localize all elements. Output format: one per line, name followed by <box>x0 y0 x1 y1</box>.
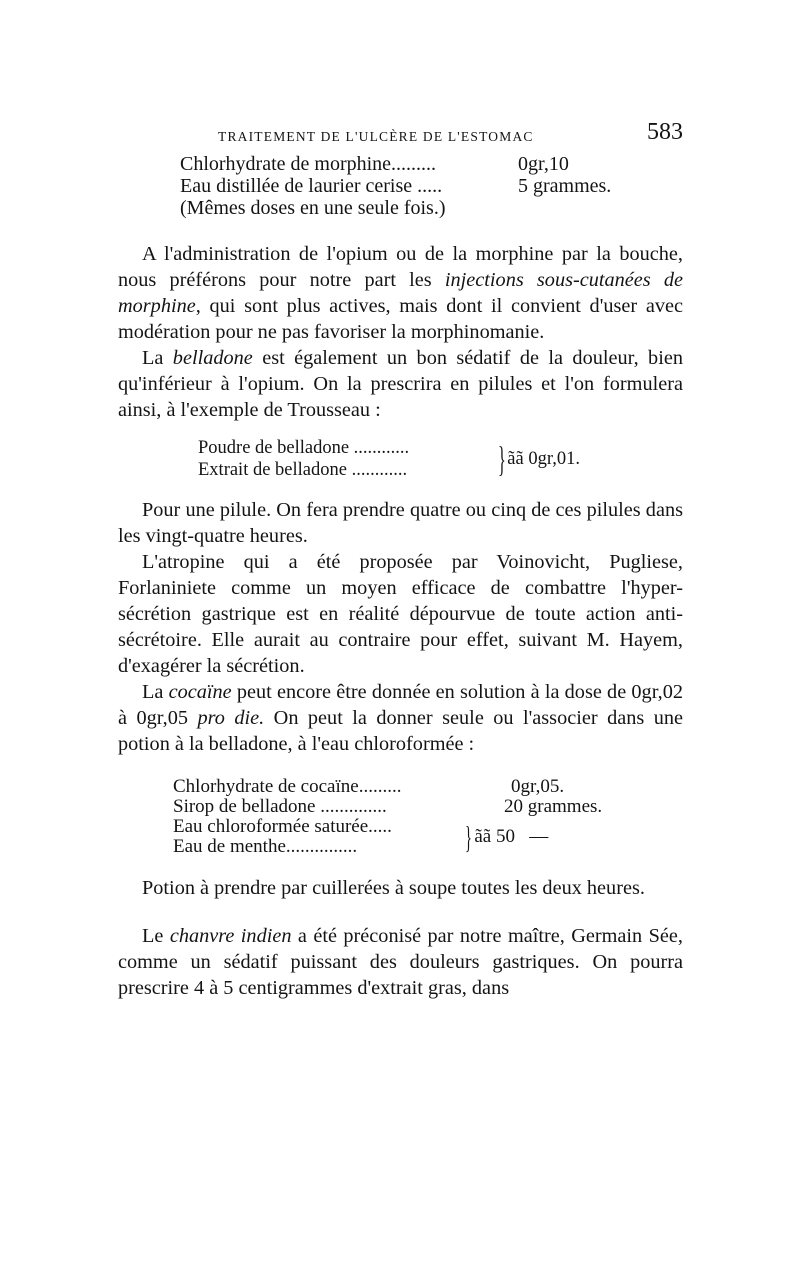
grouped-names <box>173 817 465 857</box>
ingredient-qty: 20 grammes. <box>504 796 603 817</box>
formula-row <box>173 777 683 797</box>
text: , qui sont plus actives, mais dont il convient d'user avec modération pour ne pas favoriser la morphinomanie. <box>118 295 683 343</box>
ingredient-name: Eau distillée de laurier cerise ..... <box>180 175 443 197</box>
text: La <box>142 681 164 703</box>
formula-note-text: (Mêmes doses en une seule fois.) <box>180 197 446 219</box>
paragraph: Pour une pilule. On fera prendre quatre ou cinq de ces pilules dans les vingt-quatre heures. <box>118 499 683 547</box>
brace-symbol: } <box>498 439 506 479</box>
formula-belladone <box>198 437 683 481</box>
italic-text: pro die. <box>197 707 265 729</box>
formula-row <box>180 175 683 197</box>
running-head: TRAITEMENT DE L'ULCÈRE DE L'ESTOMAC <box>218 129 534 144</box>
ingredient-name: Eau de menthe............... <box>173 836 358 857</box>
ingredient-qty: ãã 0gr,01. <box>507 449 580 469</box>
text: est également un bon sédatif de la douleur, bien qu'inférieur à l'opium. On la prescrira en pilules et l'on formulera ainsi, à l'exemple de Trousseau : <box>118 347 683 421</box>
italic-text: belladone <box>172 347 253 369</box>
paragraph <box>118 241 683 345</box>
ingredient-qty: ãã 50 — <box>474 826 549 847</box>
text: Le <box>142 925 164 947</box>
paragraph <box>118 679 683 757</box>
text: peut encore être donnée en solution à la dose de 0gr,02 à 0gr,05 <box>118 681 683 729</box>
text: On peut la donner seule ou l'associer dans une potion à la belladone, à l'eau chloroformée : <box>118 707 683 755</box>
brace-symbol: } <box>465 819 472 855</box>
ingredient-name: Chlorhydrate de cocaïne......... <box>173 776 402 797</box>
ingredient-name: Sirop de belladone .............. <box>173 796 387 817</box>
italic-text: injections sous-cutanées de morphine <box>118 269 684 317</box>
paragraph <box>118 345 683 423</box>
ingredient-qty: 0gr,05. <box>511 776 565 797</box>
paragraph: Potion à prendre par cuillerées à soupe toutes les deux heures. <box>142 877 645 899</box>
ingredient-qty: 5 grammes. <box>518 175 612 197</box>
ingredient-name: Eau chloroformée saturée..... <box>173 816 392 837</box>
ingredient-name: Chlorhydrate de morphine......... <box>180 153 437 175</box>
text: La <box>142 347 164 369</box>
formula-note <box>180 197 683 219</box>
ingredient-name: Extrait de belladone ............ <box>198 460 408 480</box>
italic-text: chanvre indien <box>169 925 292 947</box>
grouped-ingredients <box>173 817 683 857</box>
formula-cocaine <box>173 777 683 857</box>
formula-row <box>180 153 683 175</box>
text: A l'administration de l'opium ou de la morphine par la bouche, nous préférons pour notre part les <box>118 243 683 291</box>
paragraph: L'atropine qui a été proposée par Voinovicht, Pugliese, Forlaniniete comme un moyen efficace de combattre l'hyper-sécrétion gastrique est en réalité dépourvue de toute action anti-sécrétoire. Elle aurait au contraire pour effet, suivant M. Hayem, d'exagérer la sécrétion. <box>118 551 683 677</box>
text: a été préconisé par notre maître, Germain Sée, comme un sédatif puissant des douleurs gastriques. On pourra prescrire 4 à 5 centigrammes d'extrait gras, dans <box>118 925 683 999</box>
ingredient-name: Poudre de belladone ............ <box>198 438 410 458</box>
ingredient-qty: 0gr,10 <box>518 153 569 175</box>
page-header <box>118 115 683 153</box>
book-page <box>118 115 683 1001</box>
formula-row <box>173 797 683 817</box>
paragraph <box>118 923 683 1001</box>
italic-text: cocaïne <box>168 681 232 703</box>
formula-morphine <box>180 153 683 219</box>
page-number: 583 <box>647 119 683 145</box>
grouped-names <box>198 437 498 481</box>
